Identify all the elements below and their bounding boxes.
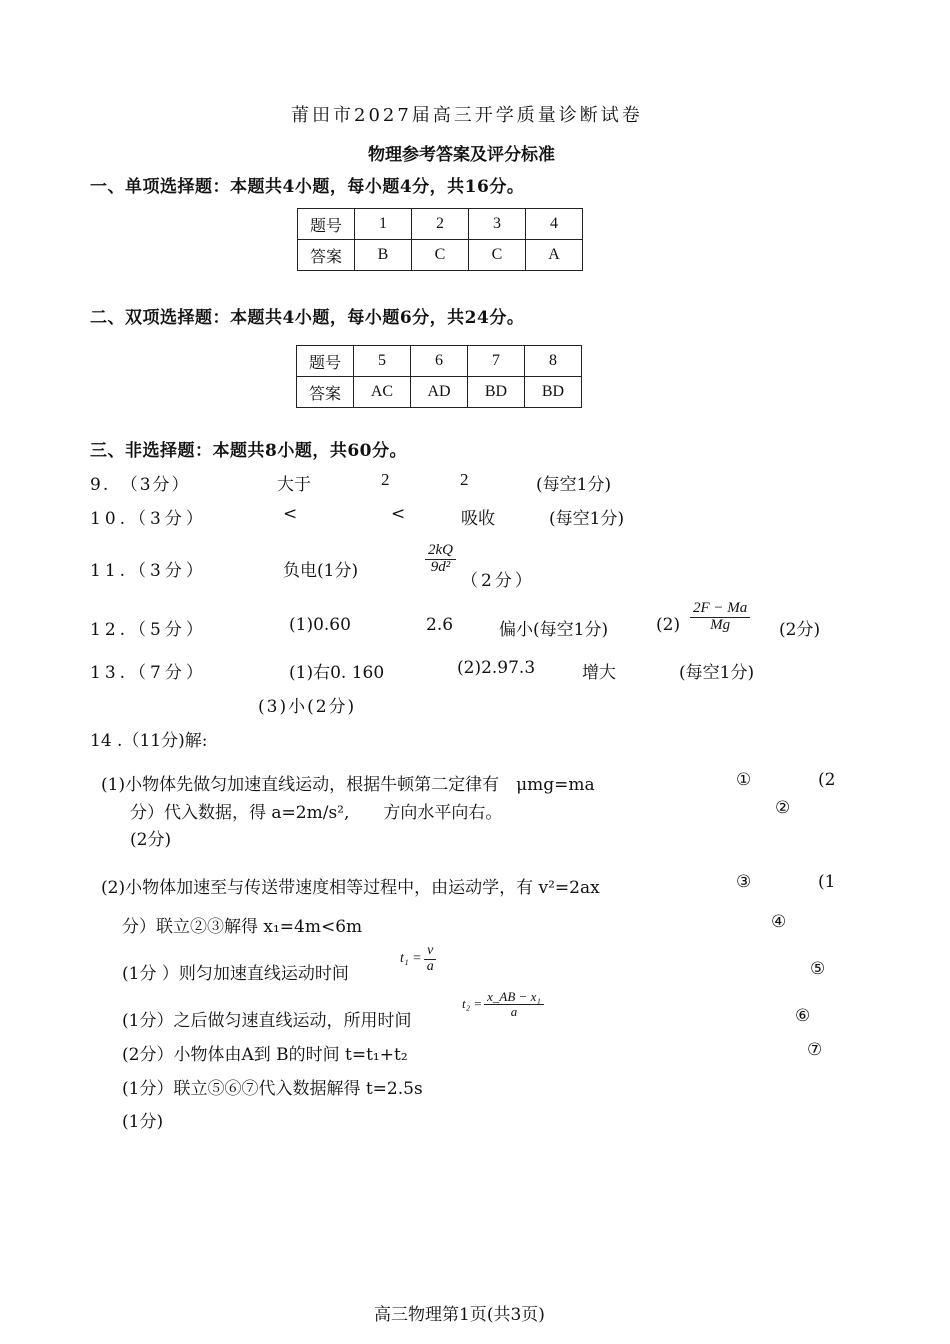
section2-answer-table xyxy=(296,345,582,408)
question-number: 2 xyxy=(412,209,469,240)
q12-number: 12.（5分） xyxy=(90,620,207,640)
fraction-denominator: a xyxy=(426,958,434,974)
section1-heading: 一、单项选择题：本题共4小题，每小题4分，共16分。 xyxy=(90,177,525,197)
q14-part2-line2: 分）联立②③解得 x₁=4m<6m xyxy=(122,917,363,937)
q14-number: 14 .（11分)解: xyxy=(90,731,208,751)
q12-fraction xyxy=(690,598,750,634)
q11-score-note: （2分） xyxy=(461,571,535,591)
equation-marker: ② xyxy=(775,798,791,818)
q14-part2-line1: (2)小物体加速至与传送带速度相等过程中，由运动学，有 v²=2ax xyxy=(101,878,600,898)
q13-answer-2: (2)2.97.3 xyxy=(457,658,536,678)
q13-answer-3-line: (3)小(2分) xyxy=(258,697,357,717)
q13-number: 13.（7分） xyxy=(90,663,207,683)
q11-number: 11.（3分） xyxy=(90,561,207,581)
score-fragment: (1 xyxy=(818,872,836,892)
answer-cell: BD xyxy=(525,377,582,408)
q14-part1-line2: 分）代入数据，得 a=2m/s², 方向水平向右。 xyxy=(130,803,503,823)
row-label: 答案 xyxy=(298,240,355,271)
fraction-numerator: v xyxy=(424,944,436,960)
answer-cell: B xyxy=(355,240,412,271)
equation-marker: ⑦ xyxy=(807,1040,823,1060)
q14-part2-line3: (1分 ）则匀加速直线运动时间 xyxy=(122,964,349,984)
row-label: 答案 xyxy=(297,377,354,408)
q9-score-note: (每空1分) xyxy=(536,475,612,495)
q9-answer-3: 2 xyxy=(460,470,469,489)
answer-cell: AD xyxy=(411,377,468,408)
formula-lhs: t₂ = xyxy=(462,996,483,1012)
question-number: 4 xyxy=(526,209,583,240)
section3-heading: 三、非选择题：本题共8小题，共60分。 xyxy=(90,441,407,461)
table-row xyxy=(298,240,583,271)
section2-heading: 二、双项选择题：本题共4小题，每小题6分，共24分。 xyxy=(90,308,525,328)
page-footer: 高三物理第1页(共3页) xyxy=(374,1305,545,1325)
q10-answer-1: < xyxy=(283,504,298,524)
question-number: 7 xyxy=(468,346,525,377)
q10-score-note: (每空1分) xyxy=(549,509,625,529)
fraction-numerator: 2F − Ma xyxy=(690,601,750,618)
q14-part2-line4: (1分）之后做匀速直线运动，所用时间 xyxy=(122,1011,412,1031)
question-number: 5 xyxy=(354,346,411,377)
q11-answer-1: 负电(1分) xyxy=(283,561,359,581)
page-subtitle: 物理参考答案及评分标准 xyxy=(368,145,555,165)
answer-cell: C xyxy=(469,240,526,271)
q10-answer-2: < xyxy=(391,504,406,524)
q10-answer-3: 吸收 xyxy=(461,509,495,529)
q14-part1-line3: (2分) xyxy=(130,830,172,850)
q12-part2-label: (2) xyxy=(656,615,681,635)
fraction-denominator: a xyxy=(510,1003,518,1019)
q12-answer-1: (1)0.60 xyxy=(289,615,351,635)
exam-title: 莆田市2027届高三开学质量诊断试卷 xyxy=(291,105,643,126)
q12-answer-2: 2.6 xyxy=(426,615,454,635)
q13-answer-1: (1)右0. 160 xyxy=(289,663,385,683)
t2-formula xyxy=(462,990,544,1018)
fraction-numerator: x_AB − x₁ xyxy=(484,990,544,1005)
table-row xyxy=(298,209,583,240)
q14-part2-line7: (1分) xyxy=(122,1112,164,1132)
fraction-denominator: Mg xyxy=(710,616,731,633)
row-label: 题号 xyxy=(298,209,355,240)
equation-marker: ① xyxy=(736,770,752,790)
section1-answer-table xyxy=(297,208,583,271)
q14-part2-line6: (1分）联立⑤⑥⑦代入数据解得 t=2.5s xyxy=(122,1079,423,1099)
table-row xyxy=(297,377,582,408)
question-number: 8 xyxy=(525,346,582,377)
answer-cell: AC xyxy=(354,377,411,408)
q12-answer-3: 偏小(每空1分) xyxy=(499,620,609,640)
q13-answer-3: 增大 xyxy=(582,663,616,683)
score-fragment: (2 xyxy=(818,770,836,790)
table-row xyxy=(297,346,582,377)
fraction-denominator: 9d² xyxy=(430,558,451,575)
q10-number: 10.（3分） xyxy=(90,509,207,529)
question-number: 6 xyxy=(411,346,468,377)
fraction-numerator: 2kQ xyxy=(425,543,456,560)
equation-marker: ⑥ xyxy=(795,1006,811,1026)
q9-answer-1: 大于 xyxy=(277,475,311,495)
equation-marker: ⑤ xyxy=(810,959,826,979)
q9-number: 9. （3分） xyxy=(90,475,191,495)
q14-part2-line5: (2分）小物体由A到 B的时间 t=t₁+t₂ xyxy=(122,1045,408,1065)
q13-score-note: (每空1分) xyxy=(679,663,755,683)
q9-answer-2: 2 xyxy=(381,470,390,489)
t1-formula xyxy=(400,944,437,974)
q14-part1-line1: (1)小物体先做匀加速直线运动，根据牛顿第二定律有 μmg=ma xyxy=(101,775,595,795)
equation-marker: ④ xyxy=(771,912,787,932)
answer-cell: BD xyxy=(468,377,525,408)
equation-marker: ③ xyxy=(736,872,752,892)
row-label: 题号 xyxy=(297,346,354,377)
question-number: 1 xyxy=(355,209,412,240)
formula-lhs: t₁ = xyxy=(400,951,422,967)
q11-fraction xyxy=(425,540,456,576)
answer-cell: A xyxy=(526,240,583,271)
q12-score-note: (2分) xyxy=(779,620,821,640)
answer-cell: C xyxy=(412,240,469,271)
question-number: 3 xyxy=(469,209,526,240)
